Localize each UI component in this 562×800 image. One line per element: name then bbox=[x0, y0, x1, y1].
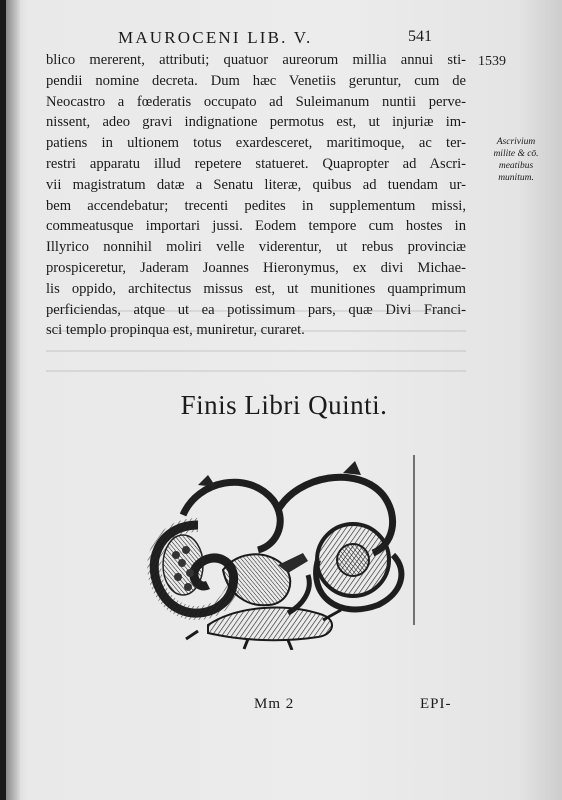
text-line: Neocastro a fœderatis occupato ad Suleimanum nuntii perve- bbox=[46, 93, 466, 110]
text-line: bem accendebatur; trecenti pedites in supplementum missi, bbox=[46, 197, 466, 214]
text-line: commeatusque importari jussi. Eodem tempore cum hostes in bbox=[46, 218, 466, 235]
text-line: restri apparatu illud repetere statueret. Quapropter ad Ascri- bbox=[46, 155, 466, 172]
book-page bbox=[6, 0, 562, 800]
signature-mark: Mm 2 bbox=[254, 696, 295, 712]
text-line: Illyrico nonnihil moliri velle viderentur, ut rebus provinciæ bbox=[46, 239, 466, 256]
tailpiece-ornament bbox=[138, 455, 428, 650]
text-line: sci templo propinqua est, muniretur, curaret. bbox=[46, 322, 305, 339]
margin-note-line: Ascrivium bbox=[496, 137, 536, 147]
margin-note-line: milite & cō. bbox=[493, 149, 539, 159]
text-line: lis oppido, architectus missus est, ut munitiones quamprimum bbox=[46, 280, 466, 297]
margin-note bbox=[476, 136, 556, 184]
text-line: nissent, adeo gravi indignatione permotus est, ut injuriæ im- bbox=[46, 114, 466, 131]
text-line: vii magistratum datæ a Senatu literæ, quibus ad tuendam ur- bbox=[46, 176, 466, 193]
text-line: pendii nomine decreta. Dum hæc Venetiis geruntur, cum de bbox=[46, 72, 466, 89]
catchword: EPI- bbox=[420, 696, 452, 712]
margin-note-line: meatibus bbox=[498, 161, 534, 171]
text-line: blico mererent, attributi; quatuor aureorum millia annui sti- bbox=[46, 52, 466, 68]
page-header bbox=[6, 28, 562, 52]
bleed-through bbox=[46, 292, 466, 372]
text-line: patiens in ultionem totus exardesceret, maritimoque, ac ter- bbox=[46, 135, 466, 152]
margin-note-line: munitum. bbox=[498, 173, 534, 183]
text-line: perficiendas, atque ut ea potissimum pars, quæ Divi Franci- bbox=[46, 301, 466, 318]
page-number: 541 bbox=[408, 28, 432, 45]
finis-heading: Finis Libri Quinti. bbox=[180, 390, 388, 420]
text-line: prospiceretur, Jaderam Joannes Hieronymus, ex divi Michae- bbox=[46, 259, 466, 276]
running-head: MAUROCENI LIB. V. bbox=[118, 28, 313, 47]
margin-year: 1539 bbox=[478, 54, 506, 69]
